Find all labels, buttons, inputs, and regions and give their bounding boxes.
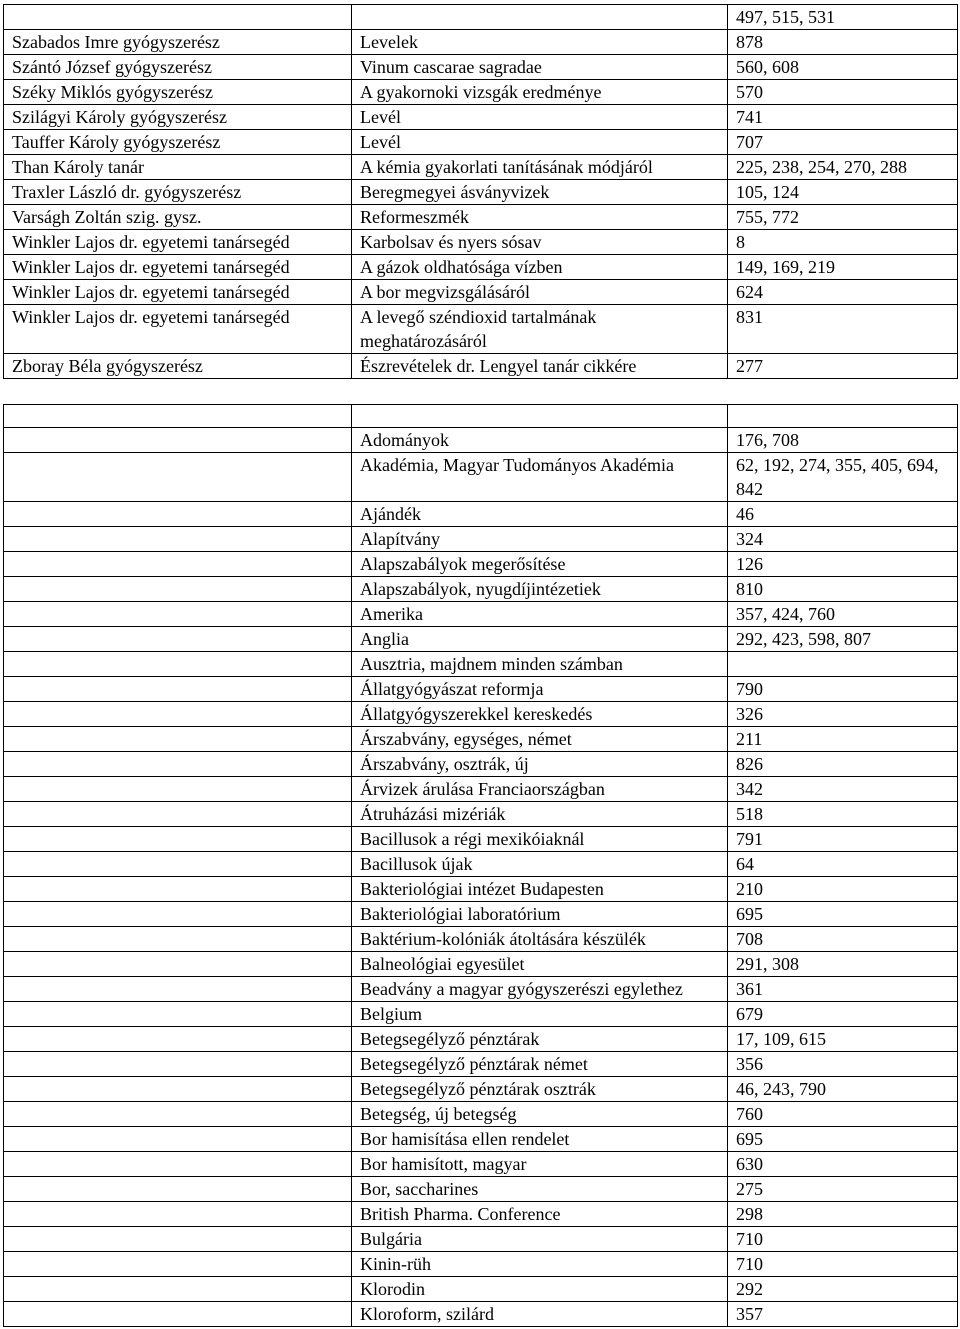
page-numbers-cell: 710 [728, 1252, 958, 1277]
subject-cell: Alapszabályok, nyugdíjintézetiek [352, 577, 728, 602]
author-row [4, 305, 958, 354]
author-name-cell [4, 5, 352, 30]
subject-row [4, 852, 958, 877]
subject-cell: Betegsegélyző pénztárak [352, 1027, 728, 1052]
page-numbers-cell: 707 [728, 130, 958, 155]
article-title-cell: Észrevételek dr. Lengyel tanár cikkére [352, 354, 728, 379]
page-numbers-cell: 342 [728, 777, 958, 802]
subject-cell: Kinin-rüh [352, 1252, 728, 1277]
page-numbers-cell: 291, 308 [728, 952, 958, 977]
subject-row [4, 453, 958, 502]
subject-cell: Klorodin [352, 1277, 728, 1302]
page-numbers-cell: 708 [728, 927, 958, 952]
subject-cell: Ajándék [352, 502, 728, 527]
page-numbers-cell: 695 [728, 902, 958, 927]
page-numbers-cell: 518 [728, 802, 958, 827]
page-numbers-cell: 275 [728, 1177, 958, 1202]
page-numbers-cell: 570 [728, 80, 958, 105]
author-row [4, 280, 958, 305]
subject-cell: Bor hamisított, magyar [352, 1152, 728, 1177]
article-title-cell: Levelek [352, 30, 728, 55]
empty-cell [4, 1252, 352, 1277]
page-numbers-cell: 560, 608 [728, 55, 958, 80]
article-title-cell: Vinum cascarae sagradae [352, 55, 728, 80]
empty-cell [4, 827, 352, 852]
page-numbers-cell: 8 [728, 230, 958, 255]
page-numbers-cell: 210 [728, 877, 958, 902]
page-numbers-cell: 356 [728, 1052, 958, 1077]
subject-row [4, 552, 958, 577]
page-numbers-cell [728, 652, 958, 677]
article-title-cell: Reformeszmék [352, 205, 728, 230]
empty-cell [4, 1077, 352, 1102]
author-name-cell: Tauffer Károly gyógyszerész [4, 130, 352, 155]
subject-row [4, 877, 958, 902]
author-row [4, 130, 958, 155]
page-numbers-cell: 46 [728, 502, 958, 527]
author-row [4, 354, 958, 379]
subject-row [4, 802, 958, 827]
subject-row [4, 1277, 958, 1302]
subject-cell: Bakteriológiai laboratórium [352, 902, 728, 927]
subject-row [4, 1077, 958, 1102]
subject-row [4, 502, 958, 527]
article-title-cell: Levél [352, 130, 728, 155]
article-title-cell: A kémia gyakorlati tanításának módjáról [352, 155, 728, 180]
subject-index-body [4, 405, 958, 1327]
empty-cell [4, 977, 352, 1002]
subject-cell: Bor, saccharines [352, 1177, 728, 1202]
subject-row [4, 727, 958, 752]
subject-row [4, 1252, 958, 1277]
article-title-cell: A levegő széndioxid tartalmának meghatározásáról [352, 305, 728, 354]
empty-cell [352, 405, 728, 428]
subject-row [4, 1052, 958, 1077]
subject-row [4, 1302, 958, 1327]
author-row [4, 105, 958, 130]
subject-row [4, 652, 958, 677]
article-title-cell: Levél [352, 105, 728, 130]
subject-cell: Bacillusok a régi mexikóiaknál [352, 827, 728, 852]
subject-row [4, 927, 958, 952]
subject-row [4, 777, 958, 802]
page-numbers-cell: 277 [728, 354, 958, 379]
subject-cell: Alapítvány [352, 527, 728, 552]
subject-row [4, 677, 958, 702]
author-row [4, 155, 958, 180]
subject-cell: Balneológiai egyesület [352, 952, 728, 977]
author-row [4, 180, 958, 205]
empty-cell [4, 527, 352, 552]
empty-cell [4, 1177, 352, 1202]
subject-cell: Beadvány a magyar gyógyszerészi egylethez [352, 977, 728, 1002]
subject-cell: Adományok [352, 428, 728, 453]
author-row [4, 230, 958, 255]
page-numbers-cell: 298 [728, 1202, 958, 1227]
subject-cell: Bulgária [352, 1227, 728, 1252]
empty-cell [4, 502, 352, 527]
empty-cell [4, 1002, 352, 1027]
author-row [4, 30, 958, 55]
empty-cell [4, 428, 352, 453]
empty-cell [4, 952, 352, 977]
page-numbers-cell: 878 [728, 30, 958, 55]
subject-cell: Átruházási mizériák [352, 802, 728, 827]
author-row [4, 255, 958, 280]
empty-cell [728, 405, 958, 428]
subject-cell: Alapszabályok megerősítése [352, 552, 728, 577]
page-numbers-cell: 357, 424, 760 [728, 602, 958, 627]
author-index-table [3, 4, 958, 379]
subject-row [4, 902, 958, 927]
author-name-cell: Szabados Imre gyógyszerész [4, 30, 352, 55]
subject-cell: Állatgyógyszerekkel kereskedés [352, 702, 728, 727]
page-numbers-cell: 357 [728, 1302, 958, 1327]
author-name-cell: Varságh Zoltán szig. gysz. [4, 205, 352, 230]
page-numbers-cell: 17, 109, 615 [728, 1027, 958, 1052]
subject-row [4, 827, 958, 852]
subject-cell: Bacillusok újak [352, 852, 728, 877]
page-numbers-cell: 497, 515, 531 [728, 5, 958, 30]
empty-cell [4, 902, 352, 927]
subject-row [4, 1152, 958, 1177]
empty-cell [4, 927, 352, 952]
subject-row [4, 627, 958, 652]
page-numbers-cell: 324 [728, 527, 958, 552]
subject-cell: Baktérium-kolóniák átoltására készülék [352, 927, 728, 952]
page-numbers-cell: 755, 772 [728, 205, 958, 230]
subject-row [4, 1227, 958, 1252]
author-name-cell: Szántó József gyógyszerész [4, 55, 352, 80]
page-numbers-cell: 149, 169, 219 [728, 255, 958, 280]
page-numbers-cell: 361 [728, 977, 958, 1002]
page-numbers-cell: 630 [728, 1152, 958, 1177]
author-name-cell: Zboray Béla gyógyszerész [4, 354, 352, 379]
article-title-cell: Karbolsav és nyers sósav [352, 230, 728, 255]
author-name-cell: Winkler Lajos dr. egyetemi tanársegéd [4, 230, 352, 255]
subject-cell: Amerika [352, 602, 728, 627]
subject-cell: Ausztria, majdnem minden számban [352, 652, 728, 677]
page-numbers-cell: 710 [728, 1227, 958, 1252]
page-numbers-cell: 791 [728, 827, 958, 852]
empty-cell [4, 677, 352, 702]
page-numbers-cell: 126 [728, 552, 958, 577]
subject-row [4, 1102, 958, 1127]
page-numbers-cell: 810 [728, 577, 958, 602]
empty-cell [4, 1052, 352, 1077]
page-numbers-cell: 211 [728, 727, 958, 752]
subject-row [4, 527, 958, 552]
subject-row [4, 952, 958, 977]
author-row [4, 55, 958, 80]
subject-cell: Kloroform, szilárd [352, 1302, 728, 1327]
empty-cell [4, 453, 352, 502]
page-numbers-cell: 46, 243, 790 [728, 1077, 958, 1102]
subject-row [4, 702, 958, 727]
page-numbers-cell: 62, 192, 274, 355, 405, 694, 842 [728, 453, 958, 502]
subject-cell: Bor hamisítása ellen rendelet [352, 1127, 728, 1152]
subject-cell: Betegség, új betegség [352, 1102, 728, 1127]
empty-cell [4, 602, 352, 627]
subject-row [4, 752, 958, 777]
author-name-cell: Széky Miklós gyógyszerész [4, 80, 352, 105]
empty-cell [4, 852, 352, 877]
page-numbers-cell: 225, 238, 254, 270, 288 [728, 155, 958, 180]
subject-cell: Anglia [352, 627, 728, 652]
subject-row [4, 1027, 958, 1052]
subject-row [4, 577, 958, 602]
page-numbers-cell: 831 [728, 305, 958, 354]
subject-cell: Árszabvány, egységes, német [352, 727, 728, 752]
empty-cell [4, 1202, 352, 1227]
subject-index-table [3, 404, 958, 1327]
empty-cell [4, 652, 352, 677]
empty-cell [4, 1102, 352, 1127]
page-numbers-cell: 741 [728, 105, 958, 130]
subject-cell: Akadémia, Magyar Tudományos Akadémia [352, 453, 728, 502]
subject-row [4, 428, 958, 453]
page-numbers-cell: 105, 124 [728, 180, 958, 205]
page-numbers-cell: 292 [728, 1277, 958, 1302]
empty-cell [4, 1277, 352, 1302]
subject-row [4, 977, 958, 1002]
author-name-cell: Winkler Lajos dr. egyetemi tanársegéd [4, 280, 352, 305]
article-title-cell: A bor megvizsgálásáról [352, 280, 728, 305]
subject-cell: Állatgyógyászat reformja [352, 677, 728, 702]
empty-cell [4, 702, 352, 727]
page-numbers-cell: 760 [728, 1102, 958, 1127]
subject-cell: Betegsegélyző pénztárak német [352, 1052, 728, 1077]
empty-cell [4, 627, 352, 652]
author-row [4, 205, 958, 230]
subject-cell: Bakteriológiai intézet Budapesten [352, 877, 728, 902]
author-name-cell: Winkler Lajos dr. egyetemi tanársegéd [4, 305, 352, 354]
empty-cell [4, 877, 352, 902]
empty-cell [4, 1127, 352, 1152]
article-title-cell: A gyakornoki vizsgák eredménye [352, 80, 728, 105]
empty-cell [4, 727, 352, 752]
empty-cell [4, 1302, 352, 1327]
page-numbers-cell: 624 [728, 280, 958, 305]
author-name-cell: Szilágyi Károly gyógyszerész [4, 105, 352, 130]
article-title-cell: Beregmegyei ásványvizek [352, 180, 728, 205]
page-numbers-cell: 695 [728, 1127, 958, 1152]
page-numbers-cell: 826 [728, 752, 958, 777]
subject-row [4, 602, 958, 627]
subject-cell: Árszabvány, osztrák, új [352, 752, 728, 777]
article-title-cell [352, 5, 728, 30]
empty-cell [4, 552, 352, 577]
subject-cell: Betegsegélyző pénztárak osztrák [352, 1077, 728, 1102]
author-row [4, 5, 958, 30]
empty-cell [4, 777, 352, 802]
page-numbers-cell: 790 [728, 677, 958, 702]
empty-cell [4, 752, 352, 777]
subject-row [4, 1127, 958, 1152]
page-numbers-cell: 176, 708 [728, 428, 958, 453]
empty-cell [4, 1227, 352, 1252]
empty-cell [4, 405, 352, 428]
empty-cell [4, 802, 352, 827]
author-row [4, 80, 958, 105]
page-numbers-cell: 326 [728, 702, 958, 727]
subject-spacer-row [4, 405, 958, 428]
page-numbers-cell: 292, 423, 598, 807 [728, 627, 958, 652]
subject-row [4, 1002, 958, 1027]
page-numbers-cell: 679 [728, 1002, 958, 1027]
author-name-cell: Winkler Lajos dr. egyetemi tanársegéd [4, 255, 352, 280]
subject-cell: British Pharma. Conference [352, 1202, 728, 1227]
subject-cell: Árvizek árulása Franciaországban [352, 777, 728, 802]
empty-cell [4, 1152, 352, 1177]
empty-cell [4, 1027, 352, 1052]
author-name-cell: Traxler László dr. gyógyszerész [4, 180, 352, 205]
author-name-cell: Than Károly tanár [4, 155, 352, 180]
author-index-body [4, 5, 958, 379]
article-title-cell: A gázok oldhatósága vízben [352, 255, 728, 280]
subject-row [4, 1202, 958, 1227]
empty-cell [4, 577, 352, 602]
subject-row [4, 1177, 958, 1202]
subject-cell: Belgium [352, 1002, 728, 1027]
page-numbers-cell: 64 [728, 852, 958, 877]
